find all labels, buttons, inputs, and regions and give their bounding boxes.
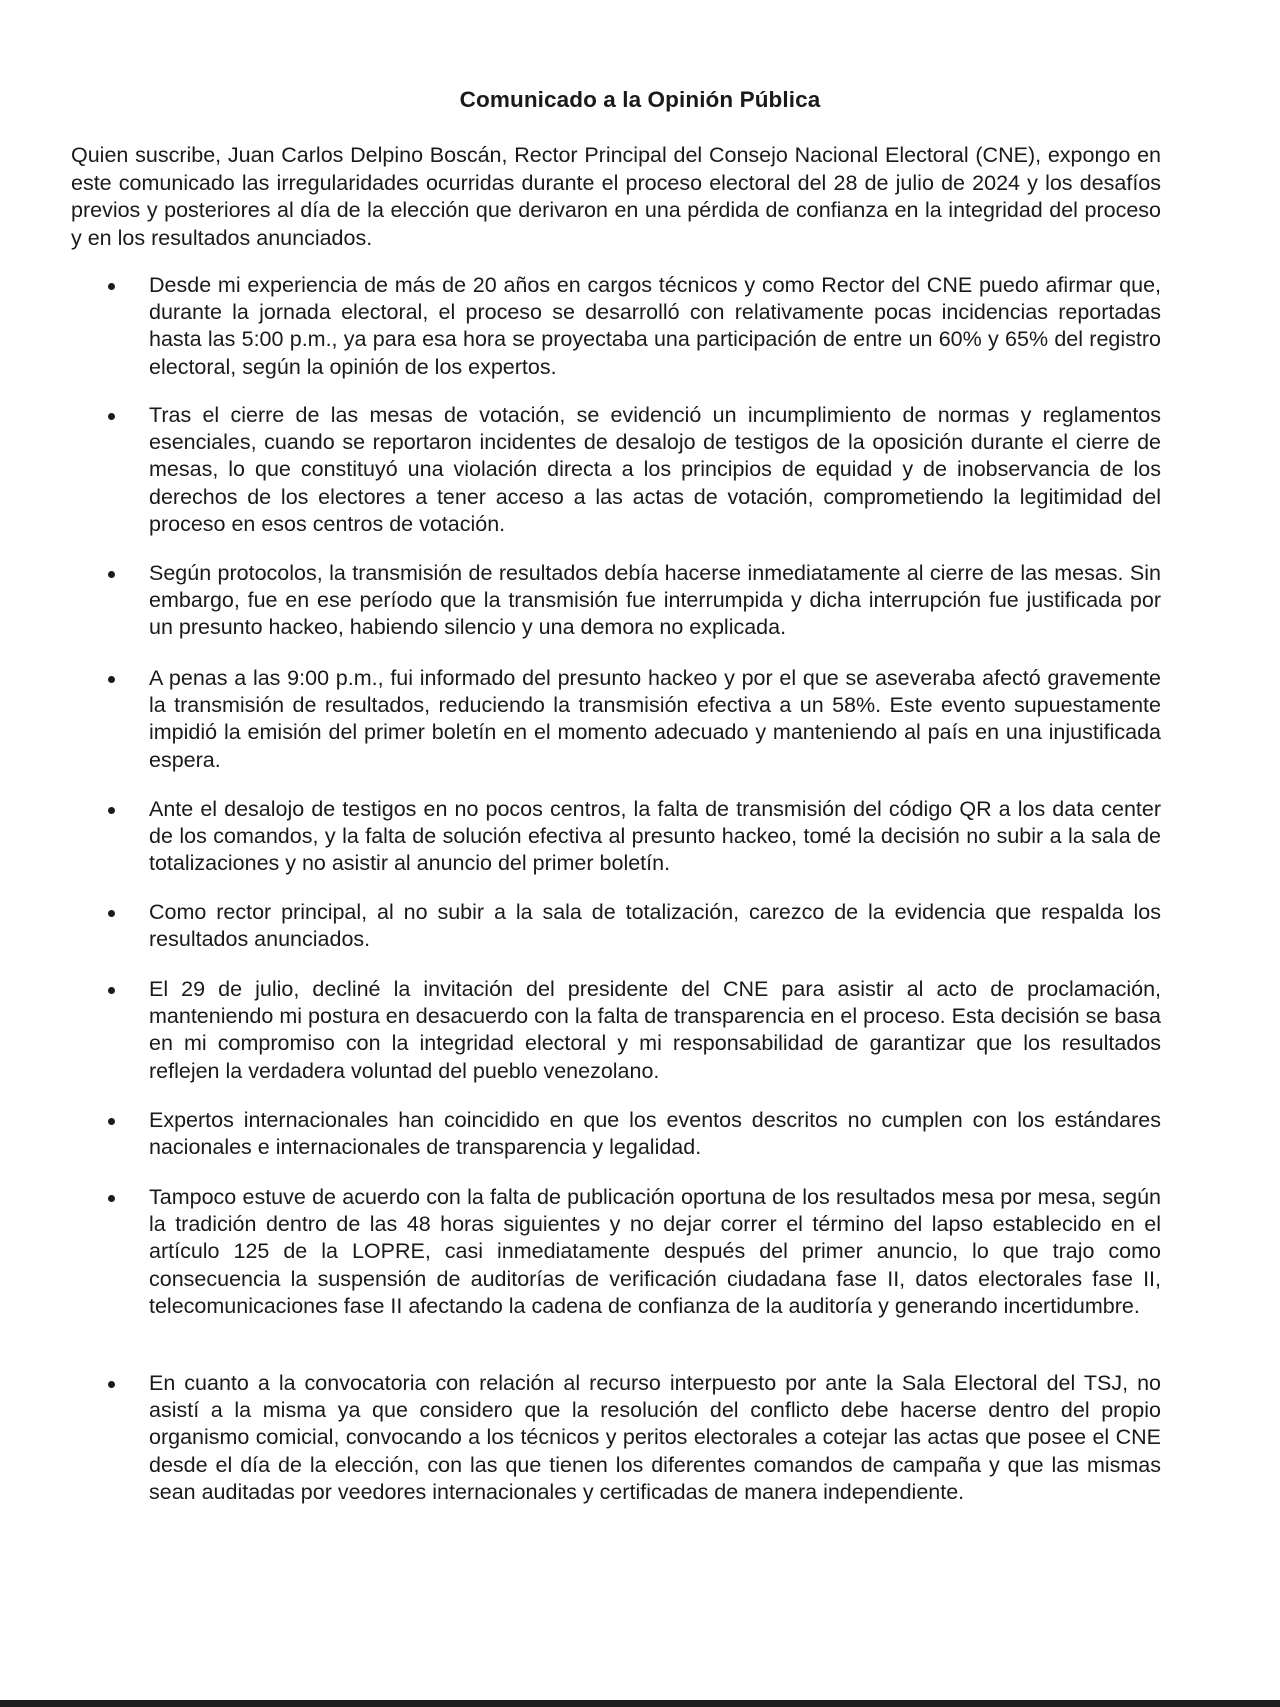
list-item-text: En cuanto a la convocatoria con relación al recurso interpuesto por ante la Sala Electoral del TSJ, no asistí a la misma ya que considero que la resolución del conflicto debe hacerse dentro del propio organismo comicial, convocando a los técnicos y peritos electorales a cotejar las actas que posee el CNE desde el día de la elección, con las que tienen los diferentes comandos de campaña y que las mismas sean auditadas por veedores internacionales y certificadas de manera independiente. [149, 1371, 1161, 1504]
bullet-icon [108, 910, 115, 917]
list-item-text: El 29 de julio, decliné la invitación del presidente del CNE para asistir al acto de proclamación, manteniendo mi postura en desacuerdo con la falta de transparencia en el proceso. Esta decisión se basa en mi compromiso con la integridad electoral y mi responsabilidad de garantizar que los resultados reflejen la verdadera voluntad del pueblo venezolano. [149, 977, 1161, 1083]
bullet-icon [108, 1195, 115, 1202]
list-item-text: A penas a las 9:00 p.m., fui informado del presunto hackeo y por el que se aseveraba afectó gravemente la transmisión de resultados, reduciendo la transmisión efectiva a un 58%. Este evento supuestamente impidió la emisión del primer boletín en el momento adecuado y manteniendo al país en una injustificada espera. [149, 666, 1161, 772]
bullet-icon [108, 676, 115, 683]
list-item-text: Expertos internacionales han coincidido en que los eventos descritos no cumplen con los estándares nacionales e internacionales de transparencia y legalidad. [149, 1108, 1161, 1160]
list-item-text: Desde mi experiencia de más de 20 años en cargos técnicos y como Rector del CNE puedo afirmar que, durante la jornada electoral, el proceso se desarrolló con relativamente pocas incidencias reportadas hasta las 5:00 p.m., ya para esa hora se proyectaba una participación de entre un 60% y 65% del registro electoral, según la opinión de los expertos. [149, 273, 1161, 379]
list-item-text: Como rector principal, al no subir a la sala de totalización, carezco de la evidencia que respalda los resultados anunciados. [149, 900, 1161, 952]
list-item-text: Ante el desalojo de testigos en no pocos centros, la falta de transmisión del código QR a los data center de los comandos, y la falta de solución efectiva al presunto hackeo, tomé la decisión no subir a la sala de totalizaciones y no asistir al anuncio del primer boletín. [149, 797, 1161, 876]
bullet-icon [108, 807, 115, 814]
list-item-text: Según protocolos, la transmisión de resultados debía hacerse inmediatamente al cierre de las mesas. Sin embargo, fue en ese período que la transmisión fue interrumpida y dicha interrupción fue justificada por un presunto hackeo, habiendo silencio y una demora no explicada. [149, 561, 1161, 640]
intro-paragraph: Quien suscribe, Juan Carlos Delpino Boscán, Rector Principal del Consejo Nacional Electoral (CNE), expongo en este comunicado las irregularidades ocurridas durante el proceso electoral del 28 de julio de 2024 y los desafíos previos y posteriores al día de la elección que derivaron en una pérdida de confianza en la integridad del proceso y en los resultados anunciados. [71, 143, 1161, 250]
document-title: Comunicado a la Opinión Pública [459, 87, 821, 112]
bottom-edge-bar [0, 1700, 1280, 1707]
bullet-icon [108, 987, 115, 994]
bullet-icon [108, 571, 115, 578]
bullet-icon [108, 413, 115, 420]
list-item-text: Tampoco estuve de acuerdo con la falta de publicación oportuna de los resultados mesa por mesa, según la tradición dentro de las 48 horas siguientes y no dejar correr el término del lapso establecido en el artículo 125 de la LOPRE, casi inmediatamente después del primer anuncio, lo que trajo como consecuencia la suspensión de auditorías de verificación ciudadana fase II, datos electorales fase II, telecomunicaciones fase II afectando la cadena de confianza de la auditoría y generando incertidumbre. [149, 1185, 1161, 1318]
bullet-icon [108, 1118, 115, 1125]
bullet-icon [108, 1381, 115, 1388]
bullet-icon [108, 283, 115, 290]
list-item-text: Tras el cierre de las mesas de votación, se evidenció un incumplimiento de normas y reglamentos esenciales, cuando se reportaron incidentes de desalojo de testigos de la oposición durante el cierre de mesas, lo que constituyó una violación directa a los principios de equidad y de inobservancia de los derechos de los electores a tener acceso a las actas de votación, comprometiendo la legitimidad del proceso en esos centros de votación. [149, 403, 1161, 536]
